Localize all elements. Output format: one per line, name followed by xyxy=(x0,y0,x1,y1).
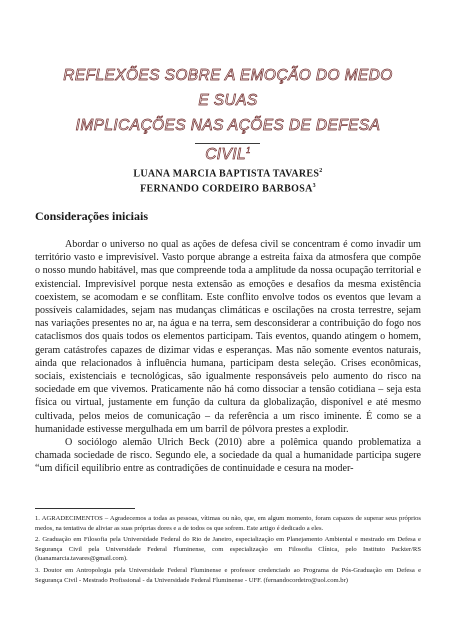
author-2-marker: 3 xyxy=(312,183,316,190)
title-line-2-text: IMPLICAÇÕES NAS AÇÕES DE DEFESA CIVIL xyxy=(75,117,381,164)
author-2-name: FERNANDO CORDEIRO BARBOSA xyxy=(140,183,313,195)
section-heading: Considerações iniciais xyxy=(35,209,148,223)
author-2 xyxy=(40,180,416,195)
title-divider xyxy=(195,143,260,144)
body-text xyxy=(35,238,421,476)
author-1-name: LUANA MARCIA BAPTISTA TAVARES xyxy=(133,168,320,180)
footnote-rule xyxy=(35,508,135,509)
title-line-2 xyxy=(60,113,396,167)
paragraph-2: O sociólogo alemão Ulrich Beck (2010) abre a polêmica quando problematiza a chamada sociedade de risco. Segundo ele, a sociedade da qual a humanidade participa sugere “um difícil equilíbrio entre as contradições de continuidade e cesura na moder- xyxy=(35,437,421,475)
footnote-3: 3. Doutor em Antropologia pela Universidade Federal Fluminense e professor credenciado ao Programa de Pós-Graduação em Defesa e Segurança Civil - Mestrado Profissional - da Universidade Federal Fluminense - UFF. (fernandocordeiro@uol.com.br) xyxy=(35,566,421,584)
author-list xyxy=(40,165,416,196)
title-footnote-marker: 1 xyxy=(245,146,251,155)
footnote-1: 1. AGRADECIMENTOS – Agradecemos a todas as pessoas, vítimas ou não, que, em algum momento, foram capazes de superar seus próprios medos, na tentativa de aliviar as suas próprias dores e a de todos os que sofrem. Este artigo é dedicado a eles. xyxy=(35,515,421,532)
article-title xyxy=(60,63,396,167)
author-1-marker: 2 xyxy=(319,168,323,174)
author-1 xyxy=(40,165,416,180)
footnotes xyxy=(35,514,421,587)
paragraph-1: Abordar o universo no qual as ações de defesa civil se concentram é como invadir um território vasto e imprevisível. Vasto porque abrange a estreita faixa da atmosfera que compõe o nosso mundo habitável, mas que compreende toda a amplitude da nossa ocupação territorial e existencial. Imprevisível porque nesta extensão as emoções e desafios da mesma existência coexistem, se acomodam e se conflitam. Este conflito envolve todos os eventos que levam a possíveis calamidades, sejam nas mudanças climáticas e oscilações na crosta terrestre, sejam nas variações presentes no ar, na água e na terra, sem desconsiderar a contribuição do fogo nos cataclismos dos quais todos os elementos participam. Tais eventos, quando atingem o homem, geram catástrofes capazes de dizimar vidas e esperanças. Mas não somente eventos naturais, ainda que relacionados à influência humana, participam desta seleção. Crises econômicas, sociais, existenciais e tecnológicas, são igualmente responsáveis pelo aumento do risco na sociedade em que vivemos. Praticamente não há como dissociar a tensão cotidiana – seja esta física ou virtual, justamente em função da cultura da globalização, disponível e até mesmo cultivada, pelos meios de comunicação – da referência a um risco iminente. É como se a humanidade estivesse mergulhada em um barril de pólvora prestes a explodir. xyxy=(35,239,421,435)
footnote-2: 2. Graduação em Filosofia pela Universidade Federal do Rio de Janeiro, especialização em Planejamento Ambiental e mestrado em Defesa e Segurança Civil pela Universidade Federal Fluminense, com especialização em Filosofia Clínica, pelo Instituto Packter/RS (luanamarcia.tavares@gmail.com). xyxy=(35,536,421,563)
title-line-1: REFLEXÕES SOBRE A EMOÇÃO DO MEDO E SUAS xyxy=(63,67,393,109)
